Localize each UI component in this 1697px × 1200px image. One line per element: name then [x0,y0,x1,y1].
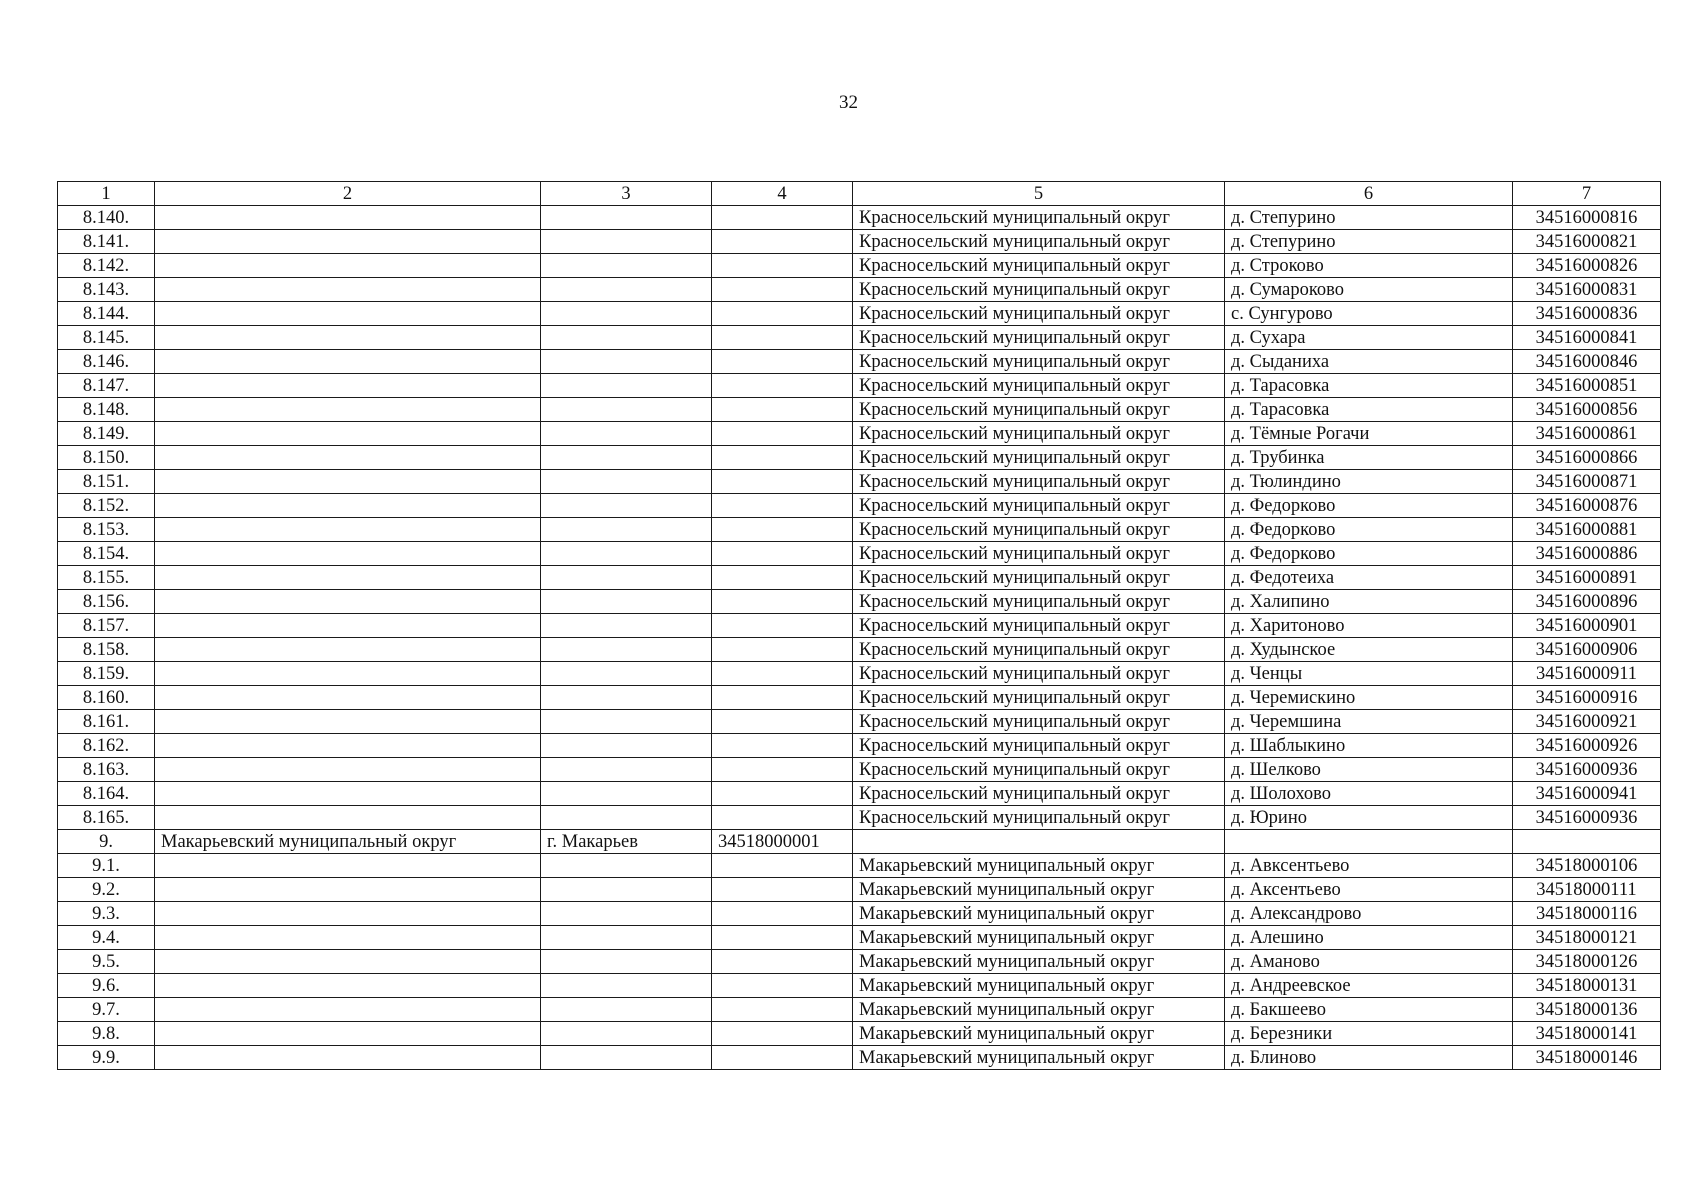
municipal-district: Макарьевский муниципальный округ [853,1046,1225,1070]
row-number: 8.153. [58,518,155,542]
okato-code [712,350,853,374]
settlement-name: д. Федотеиха [1225,566,1513,590]
district-name [155,230,541,254]
table-row [58,926,1661,950]
municipal-district: Красносельский муниципальный округ [853,542,1225,566]
table-row [58,278,1661,302]
okato-code [712,1022,853,1046]
district-name [155,374,541,398]
district-name [155,302,541,326]
row-number: 9.7. [58,998,155,1022]
row-number: 8.159. [58,662,155,686]
admin-center [541,950,712,974]
column-header: 6 [1225,182,1513,206]
settlement-name: д. Тарасовка [1225,374,1513,398]
settlement-code: 34518000116 [1513,902,1661,926]
municipal-district: Красносельский муниципальный округ [853,686,1225,710]
table-row [58,614,1661,638]
municipal-district: Красносельский муниципальный округ [853,614,1225,638]
table-row [58,902,1661,926]
table-row [58,806,1661,830]
district-name [155,902,541,926]
municipal-district: Красносельский муниципальный округ [853,710,1225,734]
settlement-code: 34516000911 [1513,662,1661,686]
row-number: 8.157. [58,614,155,638]
okato-code [712,758,853,782]
okato-code [712,878,853,902]
district-name [155,398,541,422]
okato-code [712,710,853,734]
row-number: 8.144. [58,302,155,326]
settlement-code: 34516000941 [1513,782,1661,806]
row-number: 8.161. [58,710,155,734]
settlement-code: 34516000871 [1513,470,1661,494]
settlement-name: д. Сыданиха [1225,350,1513,374]
okato-code [712,422,853,446]
table-row [58,686,1661,710]
row-number: 8.155. [58,566,155,590]
municipal-district: Красносельский муниципальный округ [853,446,1225,470]
row-number: 9.6. [58,974,155,998]
settlement-name: д. Федорково [1225,542,1513,566]
settlement-code: 34518000131 [1513,974,1661,998]
settlement-name: д. Алешино [1225,926,1513,950]
settlement-code: 34516000886 [1513,542,1661,566]
settlement-name: д. Степурино [1225,206,1513,230]
admin-center [541,206,712,230]
row-number: 8.141. [58,230,155,254]
okato-code [712,686,853,710]
settlement-code: 34516000936 [1513,806,1661,830]
row-number: 8.156. [58,590,155,614]
table-row [58,950,1661,974]
municipal-district: Красносельский муниципальный округ [853,326,1225,350]
column-header: 3 [541,182,712,206]
okato-code [712,254,853,278]
admin-center [541,590,712,614]
table-row [58,998,1661,1022]
settlement-code: 34516000936 [1513,758,1661,782]
settlement-code: 34516000816 [1513,206,1661,230]
table-row [58,734,1661,758]
admin-center [541,1022,712,1046]
admin-center [541,782,712,806]
row-number: 8.162. [58,734,155,758]
admin-center [541,902,712,926]
admin-center [541,230,712,254]
okato-code [712,806,853,830]
admin-center [541,686,712,710]
municipal-district: Макарьевский муниципальный округ [853,878,1225,902]
settlement-code: 34516000856 [1513,398,1661,422]
admin-center [541,974,712,998]
district-name [155,566,541,590]
okato-code [712,950,853,974]
municipal-district: Красносельский муниципальный округ [853,758,1225,782]
table-row [58,1046,1661,1070]
table-row [58,326,1661,350]
table-row [58,590,1661,614]
table-row [58,518,1661,542]
row-number: 8.164. [58,782,155,806]
municipal-district: Красносельский муниципальный округ [853,470,1225,494]
settlement-name: д. Худынское [1225,638,1513,662]
row-number: 8.163. [58,758,155,782]
settlement-code: 34518000121 [1513,926,1661,950]
settlement-code: 34516000836 [1513,302,1661,326]
admin-center [541,350,712,374]
admin-center [541,422,712,446]
settlement-name: д. Аксентьево [1225,878,1513,902]
table-row [58,302,1661,326]
municipal-district: Красносельский муниципальный округ [853,518,1225,542]
table-row [58,974,1661,998]
okato-code [712,902,853,926]
settlement-name: д. Шолохово [1225,782,1513,806]
district-name [155,854,541,878]
okato-code [712,734,853,758]
okato-code [712,302,853,326]
admin-center [541,398,712,422]
municipal-district: Красносельский муниципальный округ [853,638,1225,662]
municipal-district: Красносельский муниципальный округ [853,206,1225,230]
okato-code [712,614,853,638]
okato-code [712,398,853,422]
row-number: 9. [58,830,155,854]
admin-center [541,998,712,1022]
district-name [155,470,541,494]
table-row [58,398,1661,422]
municipal-district: Красносельский муниципальный округ [853,302,1225,326]
settlement-name: д. Шелково [1225,758,1513,782]
admin-center [541,638,712,662]
admin-center [541,518,712,542]
settlement-name: д. Сумароково [1225,278,1513,302]
settlement-code: 34518000111 [1513,878,1661,902]
okato-code [712,278,853,302]
table-row [58,374,1661,398]
okato-code [712,566,853,590]
okato-code [712,326,853,350]
admin-center [541,494,712,518]
table-row [58,758,1661,782]
admin-center [541,470,712,494]
table-header-row [58,182,1661,206]
table-row [58,422,1661,446]
district-name [155,950,541,974]
municipal-district: Макарьевский муниципальный округ [853,974,1225,998]
okato-code: 34518000001 [712,830,853,854]
table-row [58,470,1661,494]
table-row [58,230,1661,254]
row-number: 8.151. [58,470,155,494]
municipal-district: Макарьевский муниципальный округ [853,854,1225,878]
settlement-name: д. Авксентьево [1225,854,1513,878]
municipal-district: Макарьевский муниципальный округ [853,1022,1225,1046]
district-name [155,1022,541,1046]
column-header: 2 [155,182,541,206]
settlement-name: д. Ченцы [1225,662,1513,686]
admin-center [541,254,712,278]
municipal-district: Красносельский муниципальный округ [853,374,1225,398]
admin-center [541,278,712,302]
table-row [58,830,1661,854]
okato-code [712,926,853,950]
district-name [155,686,541,710]
row-number: 9.5. [58,950,155,974]
admin-center [541,374,712,398]
table-row [58,878,1661,902]
municipal-district: Макарьевский муниципальный округ [853,950,1225,974]
settlement-name: д. Тюлиндино [1225,470,1513,494]
row-number: 8.150. [58,446,155,470]
admin-center [541,926,712,950]
settlement-code: 34516000921 [1513,710,1661,734]
municipal-district: Макарьевский муниципальный округ [853,902,1225,926]
settlement-name: д. Бакшеево [1225,998,1513,1022]
settlement-code: 34516000896 [1513,590,1661,614]
municipal-district: Красносельский муниципальный округ [853,662,1225,686]
row-number: 9.8. [58,1022,155,1046]
okato-code [712,494,853,518]
settlement-name: д. Тарасовка [1225,398,1513,422]
admin-center [541,302,712,326]
row-number: 8.148. [58,398,155,422]
settlement-name: с. Сунгурово [1225,302,1513,326]
municipal-district: Красносельский муниципальный округ [853,734,1225,758]
district-name [155,206,541,230]
settlement-code: 34516000826 [1513,254,1661,278]
row-number: 8.143. [58,278,155,302]
settlement-name: д. Тёмные Рогачи [1225,422,1513,446]
admin-center [541,542,712,566]
district-name [155,806,541,830]
table-row [58,638,1661,662]
table-row [58,662,1661,686]
settlement-code: 34516000851 [1513,374,1661,398]
row-number: 8.152. [58,494,155,518]
admin-center [541,878,712,902]
district-name [155,326,541,350]
okato-code [712,446,853,470]
row-number: 9.9. [58,1046,155,1070]
district-name [155,926,541,950]
settlement-code: 34518000146 [1513,1046,1661,1070]
municipal-district [853,830,1225,854]
district-name [155,614,541,638]
district-name [155,278,541,302]
admin-center [541,710,712,734]
settlement-code: 34516000926 [1513,734,1661,758]
row-number: 8.145. [58,326,155,350]
okato-code [712,542,853,566]
table-row [58,254,1661,278]
settlement-code: 34516000881 [1513,518,1661,542]
settlement-name: д. Шаблыкино [1225,734,1513,758]
admin-center [541,758,712,782]
okato-code [712,206,853,230]
district-name [155,998,541,1022]
row-number: 9.2. [58,878,155,902]
settlement-code: 34518000126 [1513,950,1661,974]
municipal-district: Красносельский муниципальный округ [853,350,1225,374]
district-name [155,494,541,518]
table-row [58,1022,1661,1046]
row-number: 9.1. [58,854,155,878]
settlements-table [57,181,1661,1070]
settlement-name: д. Сухара [1225,326,1513,350]
district-name [155,734,541,758]
district-name [155,710,541,734]
settlement-name: д. Андреевское [1225,974,1513,998]
municipal-district: Красносельский муниципальный округ [853,254,1225,278]
table-row [58,542,1661,566]
settlement-code: 34516000901 [1513,614,1661,638]
page-number: 32 [839,92,858,113]
municipal-district: Красносельский муниципальный округ [853,494,1225,518]
settlement-name: д. Юрино [1225,806,1513,830]
settlement-code: 34516000866 [1513,446,1661,470]
settlement-name: д. Степурино [1225,230,1513,254]
district-name [155,446,541,470]
okato-code [712,374,853,398]
settlement-code: 34516000846 [1513,350,1661,374]
district-name [155,542,541,566]
district-name [155,350,541,374]
district-name [155,254,541,278]
settlement-name: д. Федорково [1225,518,1513,542]
table-row [58,494,1661,518]
row-number: 8.160. [58,686,155,710]
settlement-name: д. Халипино [1225,590,1513,614]
settlement-code: 34516000841 [1513,326,1661,350]
municipal-district: Красносельский муниципальный округ [853,230,1225,254]
okato-code [712,518,853,542]
table-row [58,854,1661,878]
district-name [155,878,541,902]
admin-center [541,734,712,758]
column-header: 7 [1513,182,1661,206]
row-number: 8.149. [58,422,155,446]
settlement-name: д. Харитоново [1225,614,1513,638]
settlement-code: 34516000821 [1513,230,1661,254]
okato-code [712,470,853,494]
row-number: 8.147. [58,374,155,398]
district-name [155,518,541,542]
row-number: 8.158. [58,638,155,662]
municipal-district: Макарьевский муниципальный округ [853,998,1225,1022]
okato-code [712,638,853,662]
okato-code [712,1046,853,1070]
settlement-code: 34518000136 [1513,998,1661,1022]
settlement-name [1225,830,1513,854]
table-row [58,446,1661,470]
district-name [155,974,541,998]
column-header: 4 [712,182,853,206]
district-name [155,638,541,662]
row-number: 8.140. [58,206,155,230]
municipal-district: Красносельский муниципальный округ [853,566,1225,590]
okato-code [712,854,853,878]
okato-code [712,974,853,998]
okato-code [712,662,853,686]
admin-center [541,326,712,350]
settlement-code: 34516000861 [1513,422,1661,446]
municipal-district: Макарьевский муниципальный округ [853,926,1225,950]
admin-center [541,806,712,830]
row-number: 8.142. [58,254,155,278]
settlement-code: 34518000106 [1513,854,1661,878]
settlement-name: д. Аманово [1225,950,1513,974]
district-name: Макарьевский муниципальный округ [155,830,541,854]
settlement-code: 34516000916 [1513,686,1661,710]
district-name [155,758,541,782]
okato-code [712,998,853,1022]
admin-center [541,566,712,590]
settlement-name: д. Черемшина [1225,710,1513,734]
row-number: 8.165. [58,806,155,830]
admin-center: г. Макарьев [541,830,712,854]
settlement-name: д. Строково [1225,254,1513,278]
settlement-name: д. Блиново [1225,1046,1513,1070]
table-row [58,710,1661,734]
settlement-code: 34516000891 [1513,566,1661,590]
settlement-code [1513,830,1661,854]
district-name [155,422,541,446]
admin-center [541,614,712,638]
municipal-district: Красносельский муниципальный округ [853,590,1225,614]
municipal-district: Красносельский муниципальный округ [853,398,1225,422]
table-body [58,206,1661,1070]
row-number: 9.4. [58,926,155,950]
settlement-name: д. Александрово [1225,902,1513,926]
admin-center [541,662,712,686]
okato-code [712,782,853,806]
table-row [58,782,1661,806]
row-number: 9.3. [58,902,155,926]
settlement-code: 34516000876 [1513,494,1661,518]
district-name [155,1046,541,1070]
municipal-district: Красносельский муниципальный округ [853,806,1225,830]
settlement-name: д. Березники [1225,1022,1513,1046]
municipal-district: Красносельский муниципальный округ [853,782,1225,806]
okato-code [712,590,853,614]
table-row [58,566,1661,590]
settlement-name: д. Черемискино [1225,686,1513,710]
settlement-name: д. Трубинка [1225,446,1513,470]
row-number: 8.154. [58,542,155,566]
settlement-code: 34516000831 [1513,278,1661,302]
admin-center [541,854,712,878]
settlement-code: 34518000141 [1513,1022,1661,1046]
settlement-code: 34516000906 [1513,638,1661,662]
table-row [58,350,1661,374]
district-name [155,782,541,806]
table-row [58,206,1661,230]
admin-center [541,1046,712,1070]
okato-code [712,230,853,254]
district-name [155,590,541,614]
row-number: 8.146. [58,350,155,374]
municipal-district: Красносельский муниципальный округ [853,278,1225,302]
column-header: 5 [853,182,1225,206]
municipal-district: Красносельский муниципальный округ [853,422,1225,446]
settlement-name: д. Федорково [1225,494,1513,518]
admin-center [541,446,712,470]
district-name [155,662,541,686]
column-header: 1 [58,182,155,206]
